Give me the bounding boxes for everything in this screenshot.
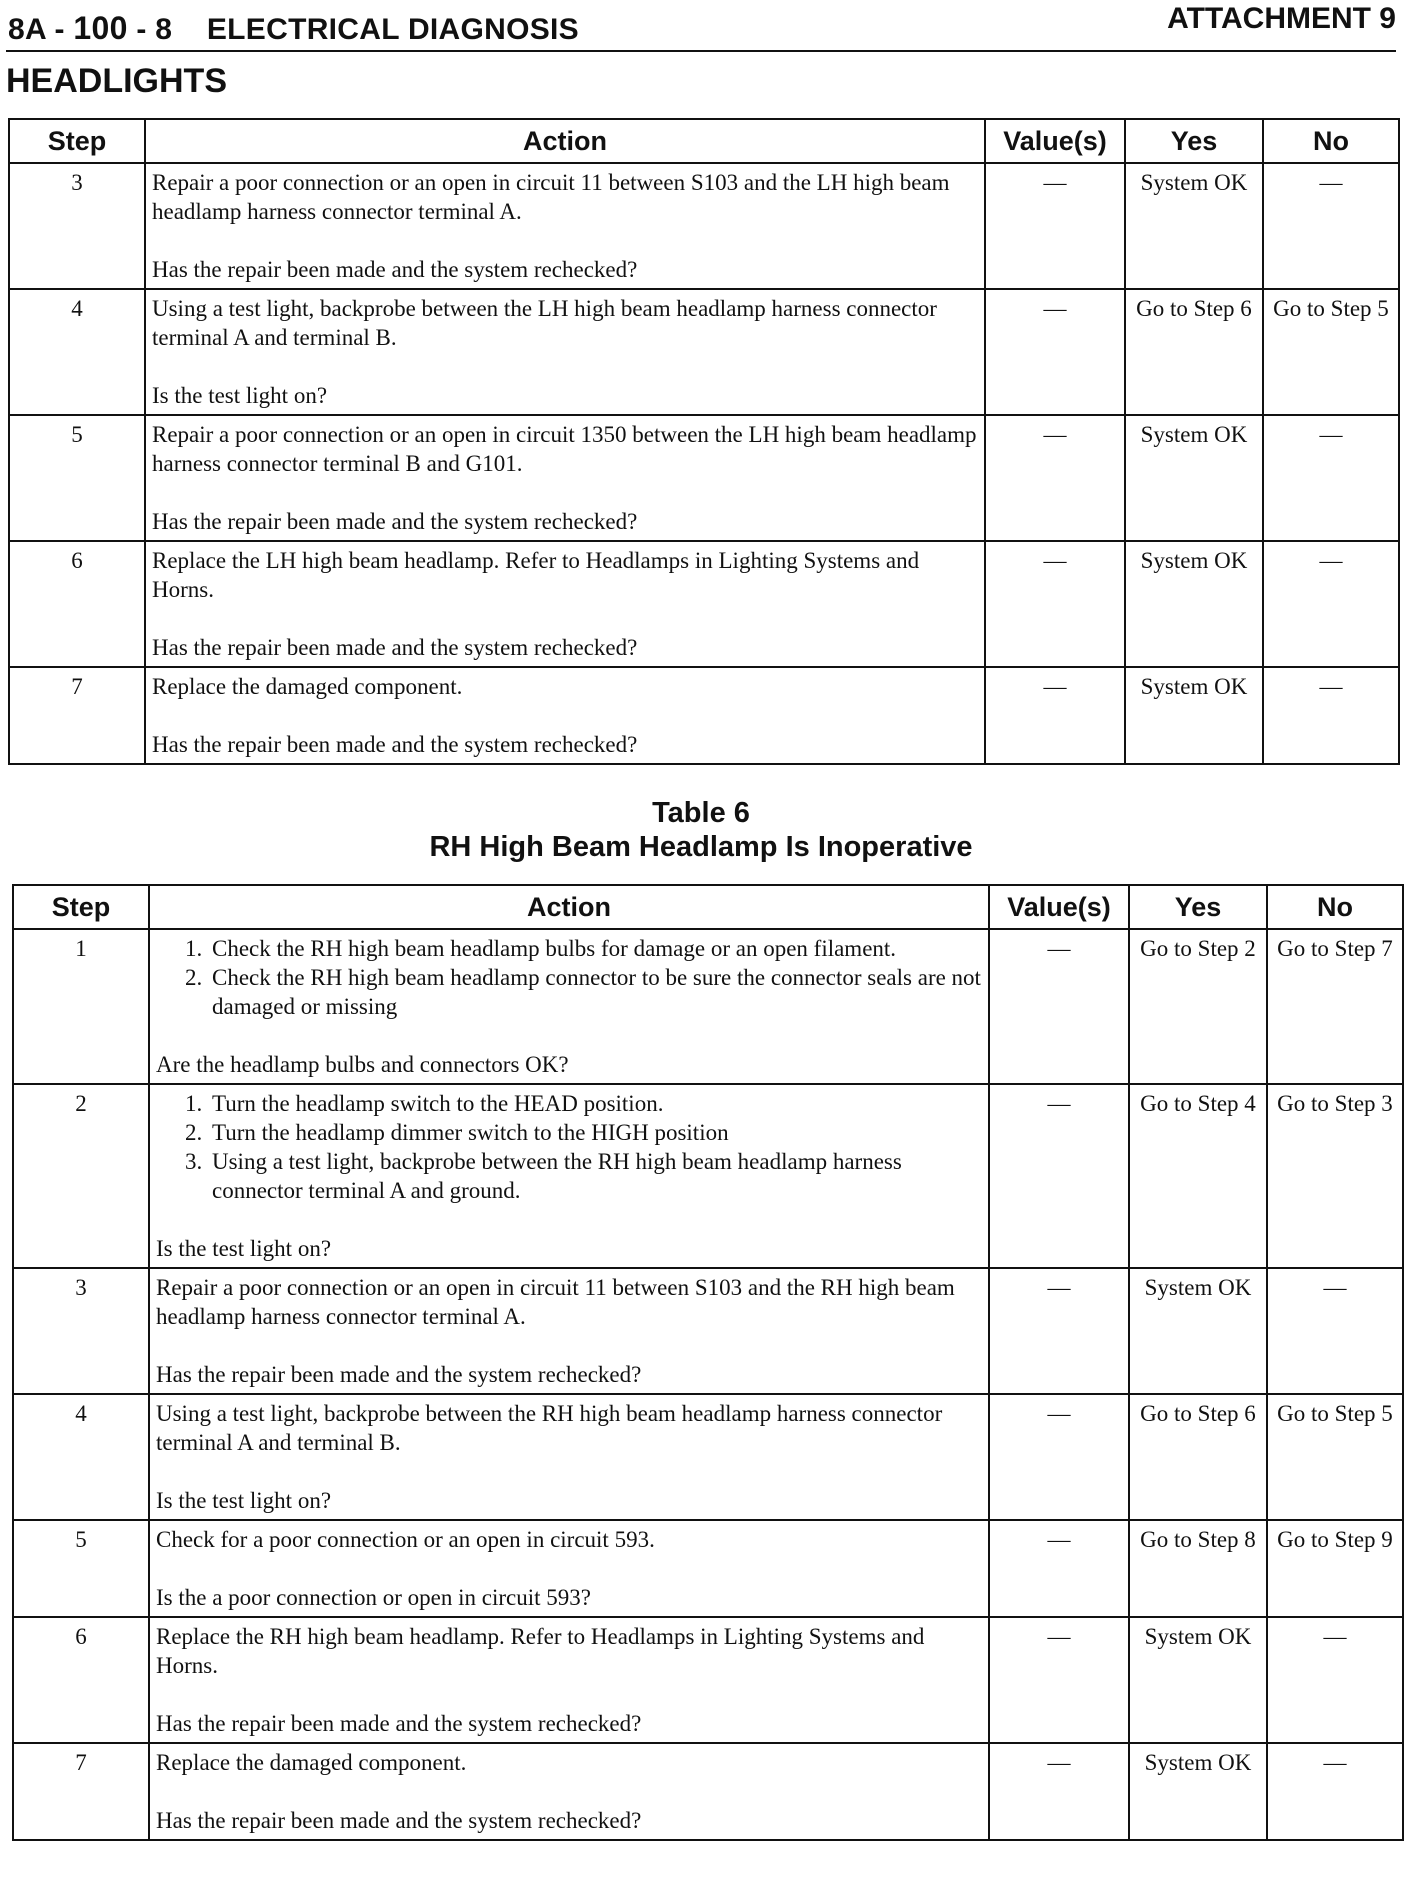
step-number: 5: [9, 415, 145, 541]
yes-result: System OK: [1129, 1743, 1267, 1840]
no-result: Go to Step 5: [1263, 289, 1399, 415]
header-rule: [6, 50, 1396, 52]
no-result: Go to Step 3: [1267, 1084, 1403, 1268]
action-text: Using a test light, backprobe between the LH high beam headlamp harness connector terminal A and terminal B.: [152, 296, 937, 350]
diagnosis-table-continued: [8, 118, 1400, 765]
value-cell: —: [989, 1268, 1129, 1394]
action-step-item: 3. Using a test light, backprobe between the RH high beam headlamp harness connector terminal A and ground.: [208, 1147, 982, 1205]
action-cell: [149, 1394, 989, 1520]
no-result: Go to Step 5: [1267, 1394, 1403, 1520]
action-question: Has the repair been made and the system rechecked?: [152, 732, 638, 757]
action-step-item: 2. Check the RH high beam headlamp connector to be sure the connector seals are not damaged or missing: [208, 963, 982, 1021]
step-number: 2: [13, 1084, 149, 1268]
table-row: [13, 1268, 1403, 1394]
value-cell: —: [985, 415, 1125, 541]
action-question: Has the repair been made and the system rechecked?: [156, 1808, 642, 1833]
table-row: [13, 1394, 1403, 1520]
header-page-suffix: 8: [155, 13, 173, 46]
value-cell: —: [989, 1084, 1129, 1268]
action-question: Is the test light on?: [152, 383, 328, 408]
no-result: —: [1267, 1617, 1403, 1743]
action-text: Using a test light, backprobe between the RH high beam headlamp harness connector terminal A and terminal B.: [156, 1401, 943, 1455]
header-chapter: ELECTRICAL DIAGNOSIS: [206, 13, 579, 46]
step-number: 6: [13, 1617, 149, 1743]
diagnosis-table-6: [12, 884, 1404, 1841]
yes-result: System OK: [1125, 667, 1263, 764]
no-result: —: [1267, 1743, 1403, 1840]
action-cell: [149, 1084, 989, 1268]
table-row: [13, 1617, 1403, 1743]
step-number: 7: [9, 667, 145, 764]
value-cell: —: [989, 1520, 1129, 1617]
yes-result: System OK: [1129, 1268, 1267, 1394]
action-question: Is the a poor connection or open in circuit 593?: [156, 1585, 591, 1610]
value-cell: —: [989, 1743, 1129, 1840]
table-row: [13, 1520, 1403, 1617]
yes-result: Go to Step 6: [1125, 289, 1263, 415]
col-header-values: Value(s): [985, 119, 1125, 163]
value-cell: —: [989, 929, 1129, 1084]
table-row: [13, 1084, 1403, 1268]
no-result: —: [1263, 163, 1399, 289]
step-number: 4: [13, 1394, 149, 1520]
action-text: Check for a poor connection or an open in circuit 593.: [156, 1527, 655, 1552]
action-steps-list: [156, 934, 982, 1021]
value-cell: —: [989, 1394, 1129, 1520]
col-header-no: No: [1267, 885, 1403, 929]
action-cell: [149, 929, 989, 1084]
header-page-number: 100: [73, 10, 128, 46]
col-header-no: No: [1263, 119, 1399, 163]
value-cell: —: [985, 541, 1125, 667]
action-question: Has the repair been made and the system rechecked?: [152, 635, 638, 660]
table-title: RH High Beam Headlamp Is Inoperative: [429, 831, 973, 863]
yes-result: System OK: [1129, 1617, 1267, 1743]
action-step-item: 1. Check the RH high beam headlamp bulbs for damage or an open filament.: [208, 934, 982, 963]
action-step-item: 2. Turn the headlamp dimmer switch to the HIGH position: [208, 1118, 982, 1147]
table-row: [13, 929, 1403, 1084]
col-header-values: Value(s): [989, 885, 1129, 929]
step-number: 1: [13, 929, 149, 1084]
table-row: [9, 667, 1399, 764]
step-number: 7: [13, 1743, 149, 1840]
action-cell: [149, 1268, 989, 1394]
no-result: —: [1263, 415, 1399, 541]
action-text: Repair a poor connection or an open in circuit 11 between S103 and the RH high beam headlamp harness connector terminal A.: [156, 1275, 955, 1329]
action-cell: [145, 667, 985, 764]
step-number: 3: [13, 1268, 149, 1394]
table-caption: [6, 796, 1396, 864]
col-header-action: Action: [145, 119, 985, 163]
action-text: Replace the damaged component.: [152, 674, 463, 699]
action-cell: [145, 163, 985, 289]
table-number: Table 6: [652, 797, 750, 829]
action-question: Has the repair been made and the system rechecked?: [152, 509, 638, 534]
no-result: —: [1263, 667, 1399, 764]
yes-result: System OK: [1125, 163, 1263, 289]
value-cell: —: [985, 163, 1125, 289]
step-number: 4: [9, 289, 145, 415]
table-row: [9, 415, 1399, 541]
action-question: Are the headlamp bulbs and connectors OK?: [156, 1052, 569, 1077]
action-text: Replace the RH high beam headlamp. Refer to Headlamps in Lighting Systems and Horns.: [156, 1624, 925, 1678]
yes-result: Go to Step 4: [1129, 1084, 1267, 1268]
yes-result: Go to Step 2: [1129, 929, 1267, 1084]
col-header-step: Step: [13, 885, 149, 929]
col-header-yes: Yes: [1129, 885, 1267, 929]
action-text: Repair a poor connection or an open in circuit 11 between S103 and the LH high beam headlamp harness connector terminal A.: [152, 170, 950, 224]
action-cell: [149, 1617, 989, 1743]
action-cell: [145, 415, 985, 541]
step-number: 5: [13, 1520, 149, 1617]
step-number: 3: [9, 163, 145, 289]
table-row: [9, 541, 1399, 667]
action-step-item: 1. Turn the headlamp switch to the HEAD position.: [208, 1089, 982, 1118]
attachment-label: ATTACHMENT 9: [1167, 2, 1396, 35]
action-cell: [145, 541, 985, 667]
table-header-row: [9, 119, 1399, 163]
table-row: [9, 163, 1399, 289]
table-header-row: [13, 885, 1403, 929]
value-cell: —: [985, 667, 1125, 764]
no-result: Go to Step 9: [1267, 1520, 1403, 1617]
action-question: Has the repair been made and the system rechecked?: [152, 257, 638, 282]
yes-result: System OK: [1125, 541, 1263, 667]
action-text: Replace the LH high beam headlamp. Refer to Headlamps in Lighting Systems and Horns.: [152, 548, 920, 602]
value-cell: —: [985, 289, 1125, 415]
action-question: Is the test light on?: [156, 1488, 332, 1513]
yes-result: System OK: [1125, 415, 1263, 541]
section-title: HEADLIGHTS: [6, 62, 227, 100]
action-question: Is the test light on?: [156, 1236, 332, 1261]
value-cell: —: [989, 1617, 1129, 1743]
page-header-left: 8A - 100 - 8 ELECTRICAL DIAGNOSIS: [8, 10, 579, 46]
action-cell: [149, 1520, 989, 1617]
table-row: [9, 289, 1399, 415]
step-number: 6: [9, 541, 145, 667]
no-result: —: [1263, 541, 1399, 667]
action-steps-list: [156, 1089, 982, 1205]
action-cell: [149, 1743, 989, 1840]
no-result: —: [1267, 1268, 1403, 1394]
col-header-action: Action: [149, 885, 989, 929]
action-question: Has the repair been made and the system rechecked?: [156, 1711, 642, 1736]
action-text: Repair a poor connection or an open in circuit 1350 between the LH high beam headlamp harness connector terminal B and G101.: [152, 422, 977, 476]
action-question: Has the repair been made and the system rechecked?: [156, 1362, 642, 1387]
col-header-step: Step: [9, 119, 145, 163]
yes-result: Go to Step 6: [1129, 1394, 1267, 1520]
col-header-yes: Yes: [1125, 119, 1263, 163]
no-result: Go to Step 7: [1267, 929, 1403, 1084]
yes-result: Go to Step 8: [1129, 1520, 1267, 1617]
action-text: Replace the damaged component.: [156, 1750, 467, 1775]
action-cell: [145, 289, 985, 415]
table-row: [13, 1743, 1403, 1840]
header-prefix: 8A: [8, 13, 46, 46]
